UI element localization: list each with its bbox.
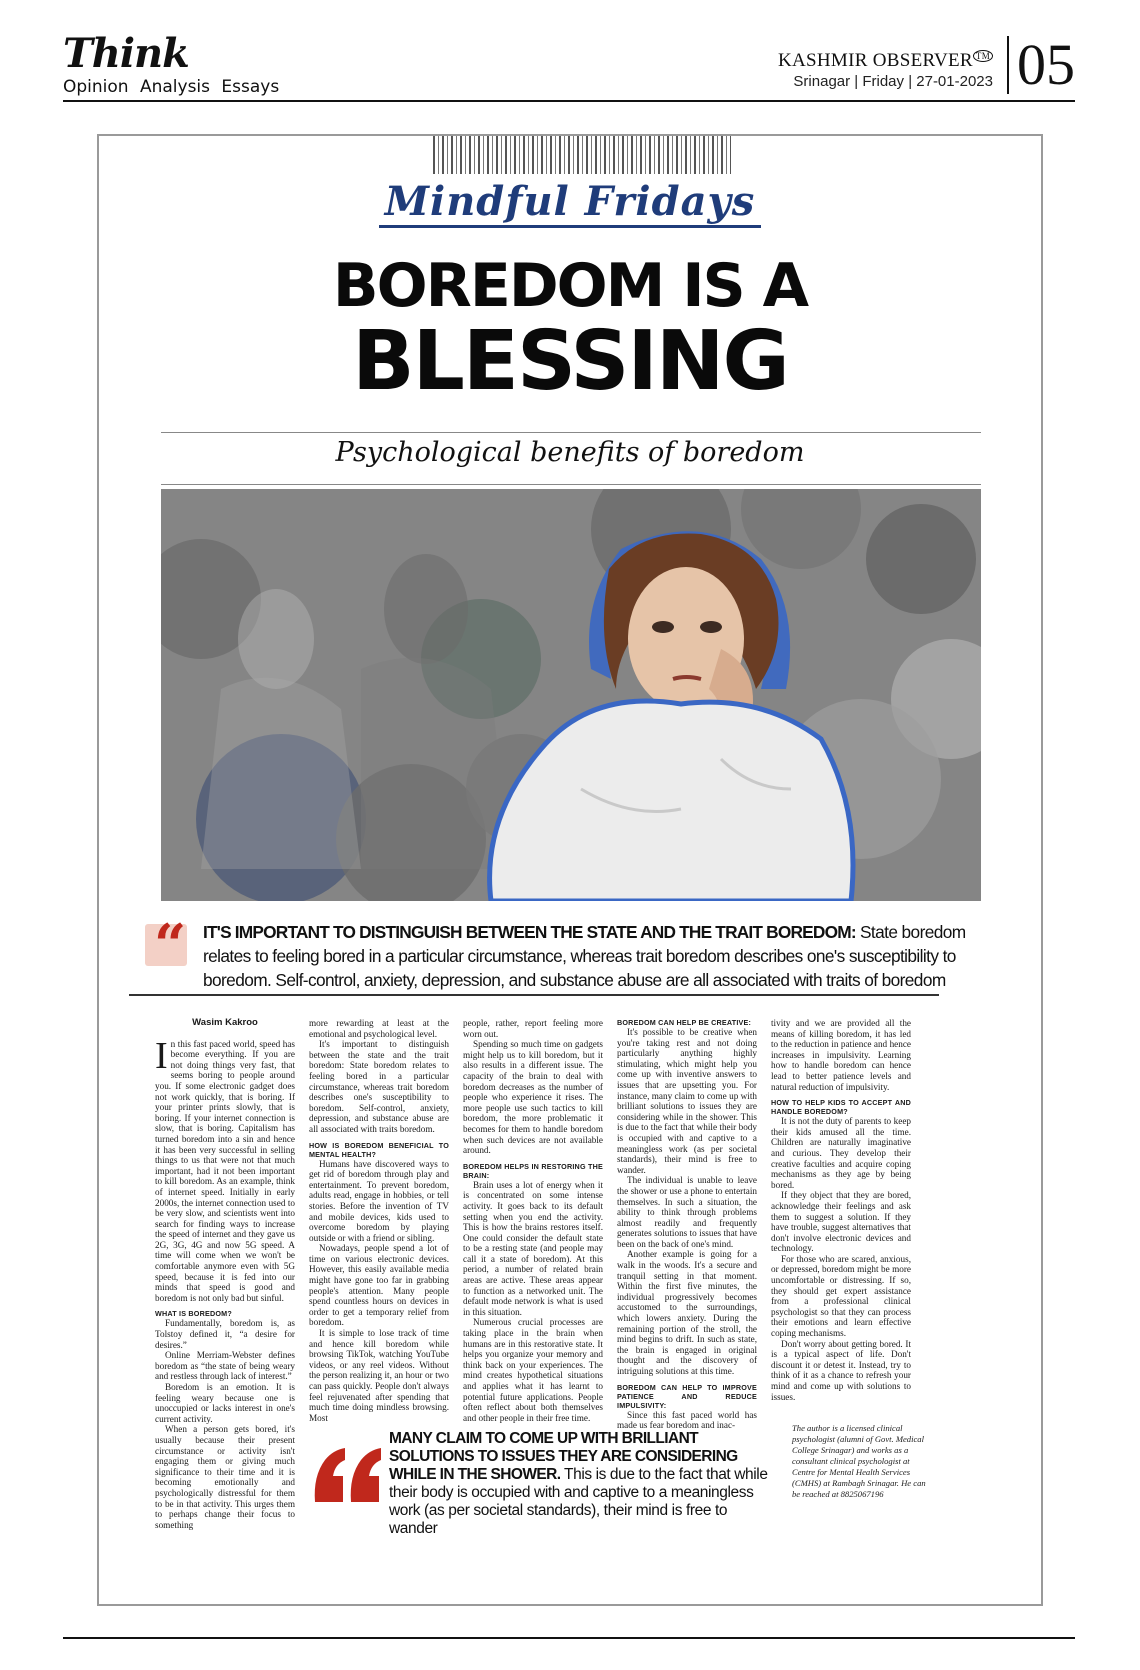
body-paragraph: Boredom is an emotion. It is feeling weary because one is unoccupied or lacks interest in one's current activity.	[155, 1382, 295, 1424]
body-paragraph: For those who are scared, anxious, or depressed, boredom might be more uncomfortable or distressing. If so, they should get expert assistance from a professional clinical psychologist so that they can process their emotions and learn effective coping mechanisms.	[771, 1253, 911, 1339]
body-paragraph: It's possible to be creative when you're taking rest and not doing particularly anything highly stimulating, which might help you come up with inventive answers to issues that are upsetting you. For instance, many claim to come up with brilliant solutions to issues they are considering while in the shower. This is due to the fact that while their body is occupied with and captive to a meaningless work (as per societal standards), their mind is free to wander.	[617, 1027, 757, 1175]
author-note: The author is a licensed clinical psychologist (alumni of Govt. Medical College Srinagar) and works as a consultant clinical psychologist at Centre for Mental Health Services (CMHS) at Rambagh Srinagar. He can be reached at 8825067196	[792, 1423, 926, 1499]
pullquote-1	[203, 920, 1003, 992]
body-paragraph: Since this fast paced world has made us fear boredom and inac-	[617, 1409, 757, 1431]
illustration-graphic	[161, 489, 981, 901]
divider	[161, 432, 981, 433]
body-column-5	[771, 1018, 911, 1402]
body-paragraph: Online Merriam-Webster defines boredom as “the state of being weary and restless through lack of interest.”	[155, 1350, 295, 1382]
body-column-1	[155, 1018, 295, 1530]
paragraph-text: n this fast paced world, speed has become everything. If you are not doing things very fast, that seems boring to people around you. If some electronic gadget does not work quickly, that is boring. If your printer prints slowly, that is boring. If your internet connection is slow, that is boring. Capitalism has turned boredom into a sin and hence it has been very successful in selling things to us that were not that much important, had it not been important to kill boredom. As an example, think of internet speed. Initially in early 2000s, the internet connection used to be very slow, and scientists went into search for finding ways to increase the speed of internet and they gave us 2G, 3G, 4G and now 5G speed. A time will come when we won't be comfortable anymore even with 5G speed, because it is fed into our minds that speed is good and boredom is not only bad but sinful.	[155, 1038, 295, 1303]
body-paragraph: Spending so much time on gadgets might help us to kill boredom, but it also results in a different issue. The capacity of the brain to deal with boredom decreases as the number of people who experience it rises. The more people use such tactics to kill boredom, the more problematic it becomes for them to handle boredom when such devices are not available around.	[463, 1039, 603, 1156]
trademark-mark: TM	[973, 50, 993, 62]
body-paragraph: Another example is going for a walk in the woods. It's a secure and tranquil setting in that moment. Within the first five minutes, the individual progressively becomes accustomed to the surroundings, which lowers anxiety. During the remaining portion of the stroll, the mind begins to drift. In such as state, the brain is engaged in original thought and the discovery of intriguing solutions at this time.	[617, 1249, 757, 1376]
section-tags: Opinion Analysis Essays	[63, 77, 280, 97]
body-paragraph: If they object that they are bored, acknowledge their feelings and ask them to suggest a solution. If they have trouble, suggest alternatives that don't involve electronic devices and technology.	[771, 1190, 911, 1254]
body-paragraph: It is not the duty of parents to keep their kids amused all the time. Children are naturally imaginative and curious. They develop their creative faculties and acquire coping mechanisms as they age by being bored.	[771, 1116, 911, 1190]
subhead: HOW IS BOREDOM BENEFICIAL TO MENTAL HEALTH?	[309, 1140, 449, 1159]
body-paragraph: The individual is unable to leave the shower or use a phone to entertain themselves. In such a situation, the ability to think through problems almost readily and frequently generates solutions to issues that have been on the back of one's mind.	[617, 1175, 757, 1249]
subhead: WHAT IS BOREDOM?	[155, 1309, 232, 1319]
headline-line-1: BOREDOM IS A	[332, 251, 808, 321]
body-column-2	[309, 1018, 449, 1423]
section-name: Think	[63, 30, 189, 77]
body-paragraph: Don't worry about getting bored. It is a typical aspect of life. Don't discount it or detest it. Instead, try to think of it as a chance to refresh your mind and come up with solutions to issues.	[771, 1338, 911, 1402]
divider	[129, 994, 939, 996]
pullquote-1-lead: IT'S IMPORTANT TO DISTINGUISH BETWEEN THE STATE AND THE TRAIT BOREDOM:	[203, 922, 856, 942]
drop-cap: I	[155, 1034, 168, 1077]
headline	[99, 251, 1041, 409]
body-paragraph: It is simple to lose track of time and hence kill boredom while browsing TikTok, watching YouTube videos, or any reel videos. Without the person realizing it, an hour or two can pass quickly. People don't always feel rejuvenated after spending that much time doing mindless browsing. Most	[309, 1328, 449, 1423]
body-column-3	[463, 1018, 603, 1423]
barcode	[433, 136, 731, 174]
pullquote-2-text: This is due to the fact that while their body is occupied with and captive to a meaningless work (as per societal standards), their mind is free to wander	[389, 1466, 768, 1537]
masthead	[63, 30, 1075, 102]
subhead: BOREDOM CAN HELP BE CREATIVE:	[617, 1018, 752, 1027]
kicker-text: Mindful Fridays	[379, 178, 762, 228]
deck: Psychological benefits of boredom	[335, 437, 805, 468]
body-paragraph: Humans have discovered ways to get rid of boredom through play and entertainment. To prevent boredom, adults read, engage in hobbies, or tell stories. Before the invention of TV and mobile devices, kids used to overcome boredom by playing outside or with a friend or sibling.	[309, 1158, 449, 1243]
pullquote-1-text: State boredom relates to feeling bored in a particular circumstance, whereas trait boredom describes one's susceptibility to boredom. Self-control, anxiety, depression, and substance abuse are all associated with traits of boredom	[203, 922, 966, 990]
article-frame	[97, 134, 1043, 1606]
illustration	[161, 489, 981, 901]
body-paragraph: Fundamentally, boredom is, as Tolstoy defined it, “a desire for desires.”	[155, 1318, 295, 1350]
subhead: HOW TO HELP KIDS TO ACCEPT AND HANDLE BOREDOM?	[771, 1098, 911, 1117]
subhead: BOREDOM HELPS IN RESTORING THE BRAIN:	[463, 1161, 603, 1180]
body-paragraph: more rewarding at least at the emotional and psychological level.	[309, 1018, 449, 1039]
body-paragraph: people, rather, report feeling more worn out.	[463, 1018, 603, 1039]
body-column-4	[617, 1018, 757, 1431]
double-quote-icon	[311, 1446, 383, 1504]
page-number: 05	[1007, 36, 1075, 94]
opening-quote-icon: “	[145, 924, 187, 966]
divider	[161, 484, 981, 485]
subhead: BOREDOM CAN HELP TO IMPROVE PATIENCE AND REDUCE IMPULSIVITY:	[617, 1382, 757, 1410]
pullquote-2-lead: MANY CLAIM TO COME UP WITH BRILLIANT SOLUTIONS TO ISSUES THEY ARE CONSIDERING WHILE IN THE SHOWER.	[389, 1430, 738, 1483]
headline-line-2: BLESSING	[352, 314, 788, 409]
footer-rule	[63, 1637, 1075, 1639]
body-paragraph: It's important to distinguish between the state and the trait boredom: State boredom relates to feeling bored in a particular circumstance, whereas trait boredom describes one's susceptibility to boredom. Self-control, anxiety, depression, and substance abuse are all associated with traits boredom.	[309, 1039, 449, 1134]
dateline: Srinagar | Friday | 27-01-2023	[793, 73, 993, 90]
body-paragraph: tivity and we are provided all the means of killing boredom, it has led to the reduction in patience and hence increases in impulsivity. Learning how to handle boredom can hence lead to better patience levels and natural reduction of impulsivity.	[771, 1018, 911, 1092]
newspaper-title: KASHMIR OBSERVER	[777, 50, 973, 71]
body-paragraph: Nowadays, people spend a lot of time on various electronic devices. However, this easily available media might have gone too far in grabbing people's attention. Many people spend countless hours on devices in order to get a temporary relief from boredom.	[309, 1243, 449, 1328]
kicker	[99, 178, 1041, 225]
body-paragraph: Numerous crucial processes are taking place in the brain when humans are in this restorative state. It helps you organize your memory and think back on your experiences. The mind creates hypothetical situations and applies what it has learnt to potential future applications. People often reflect about both themselves and other people in their free time.	[463, 1317, 603, 1423]
body-paragraph: When a person gets bored, it's usually because their present circumstance or activity isn't engaging them or giving much significance to their time and it is becoming emotionally and psychologically distressful for them to be in that activity. This urges them to perhaps change their focus to something	[155, 1424, 295, 1530]
body-paragraph	[155, 1034, 295, 1304]
pullquote-2	[389, 1430, 769, 1538]
body-paragraph: Brain uses a lot of energy when it is concentrated on some intense activity. It goes back to its default setting when you end the activity. This is how the brains restores itself. One could consider the default state to be a resting state (and people may call it a state of boredom). At this period, a number of related brain areas are active. These areas appear to function as a networked unit. The default mode network is what is used in this situation.	[463, 1179, 603, 1317]
newspaper-name	[778, 50, 993, 72]
byline: Wasim Kakroo	[192, 1017, 258, 1028]
